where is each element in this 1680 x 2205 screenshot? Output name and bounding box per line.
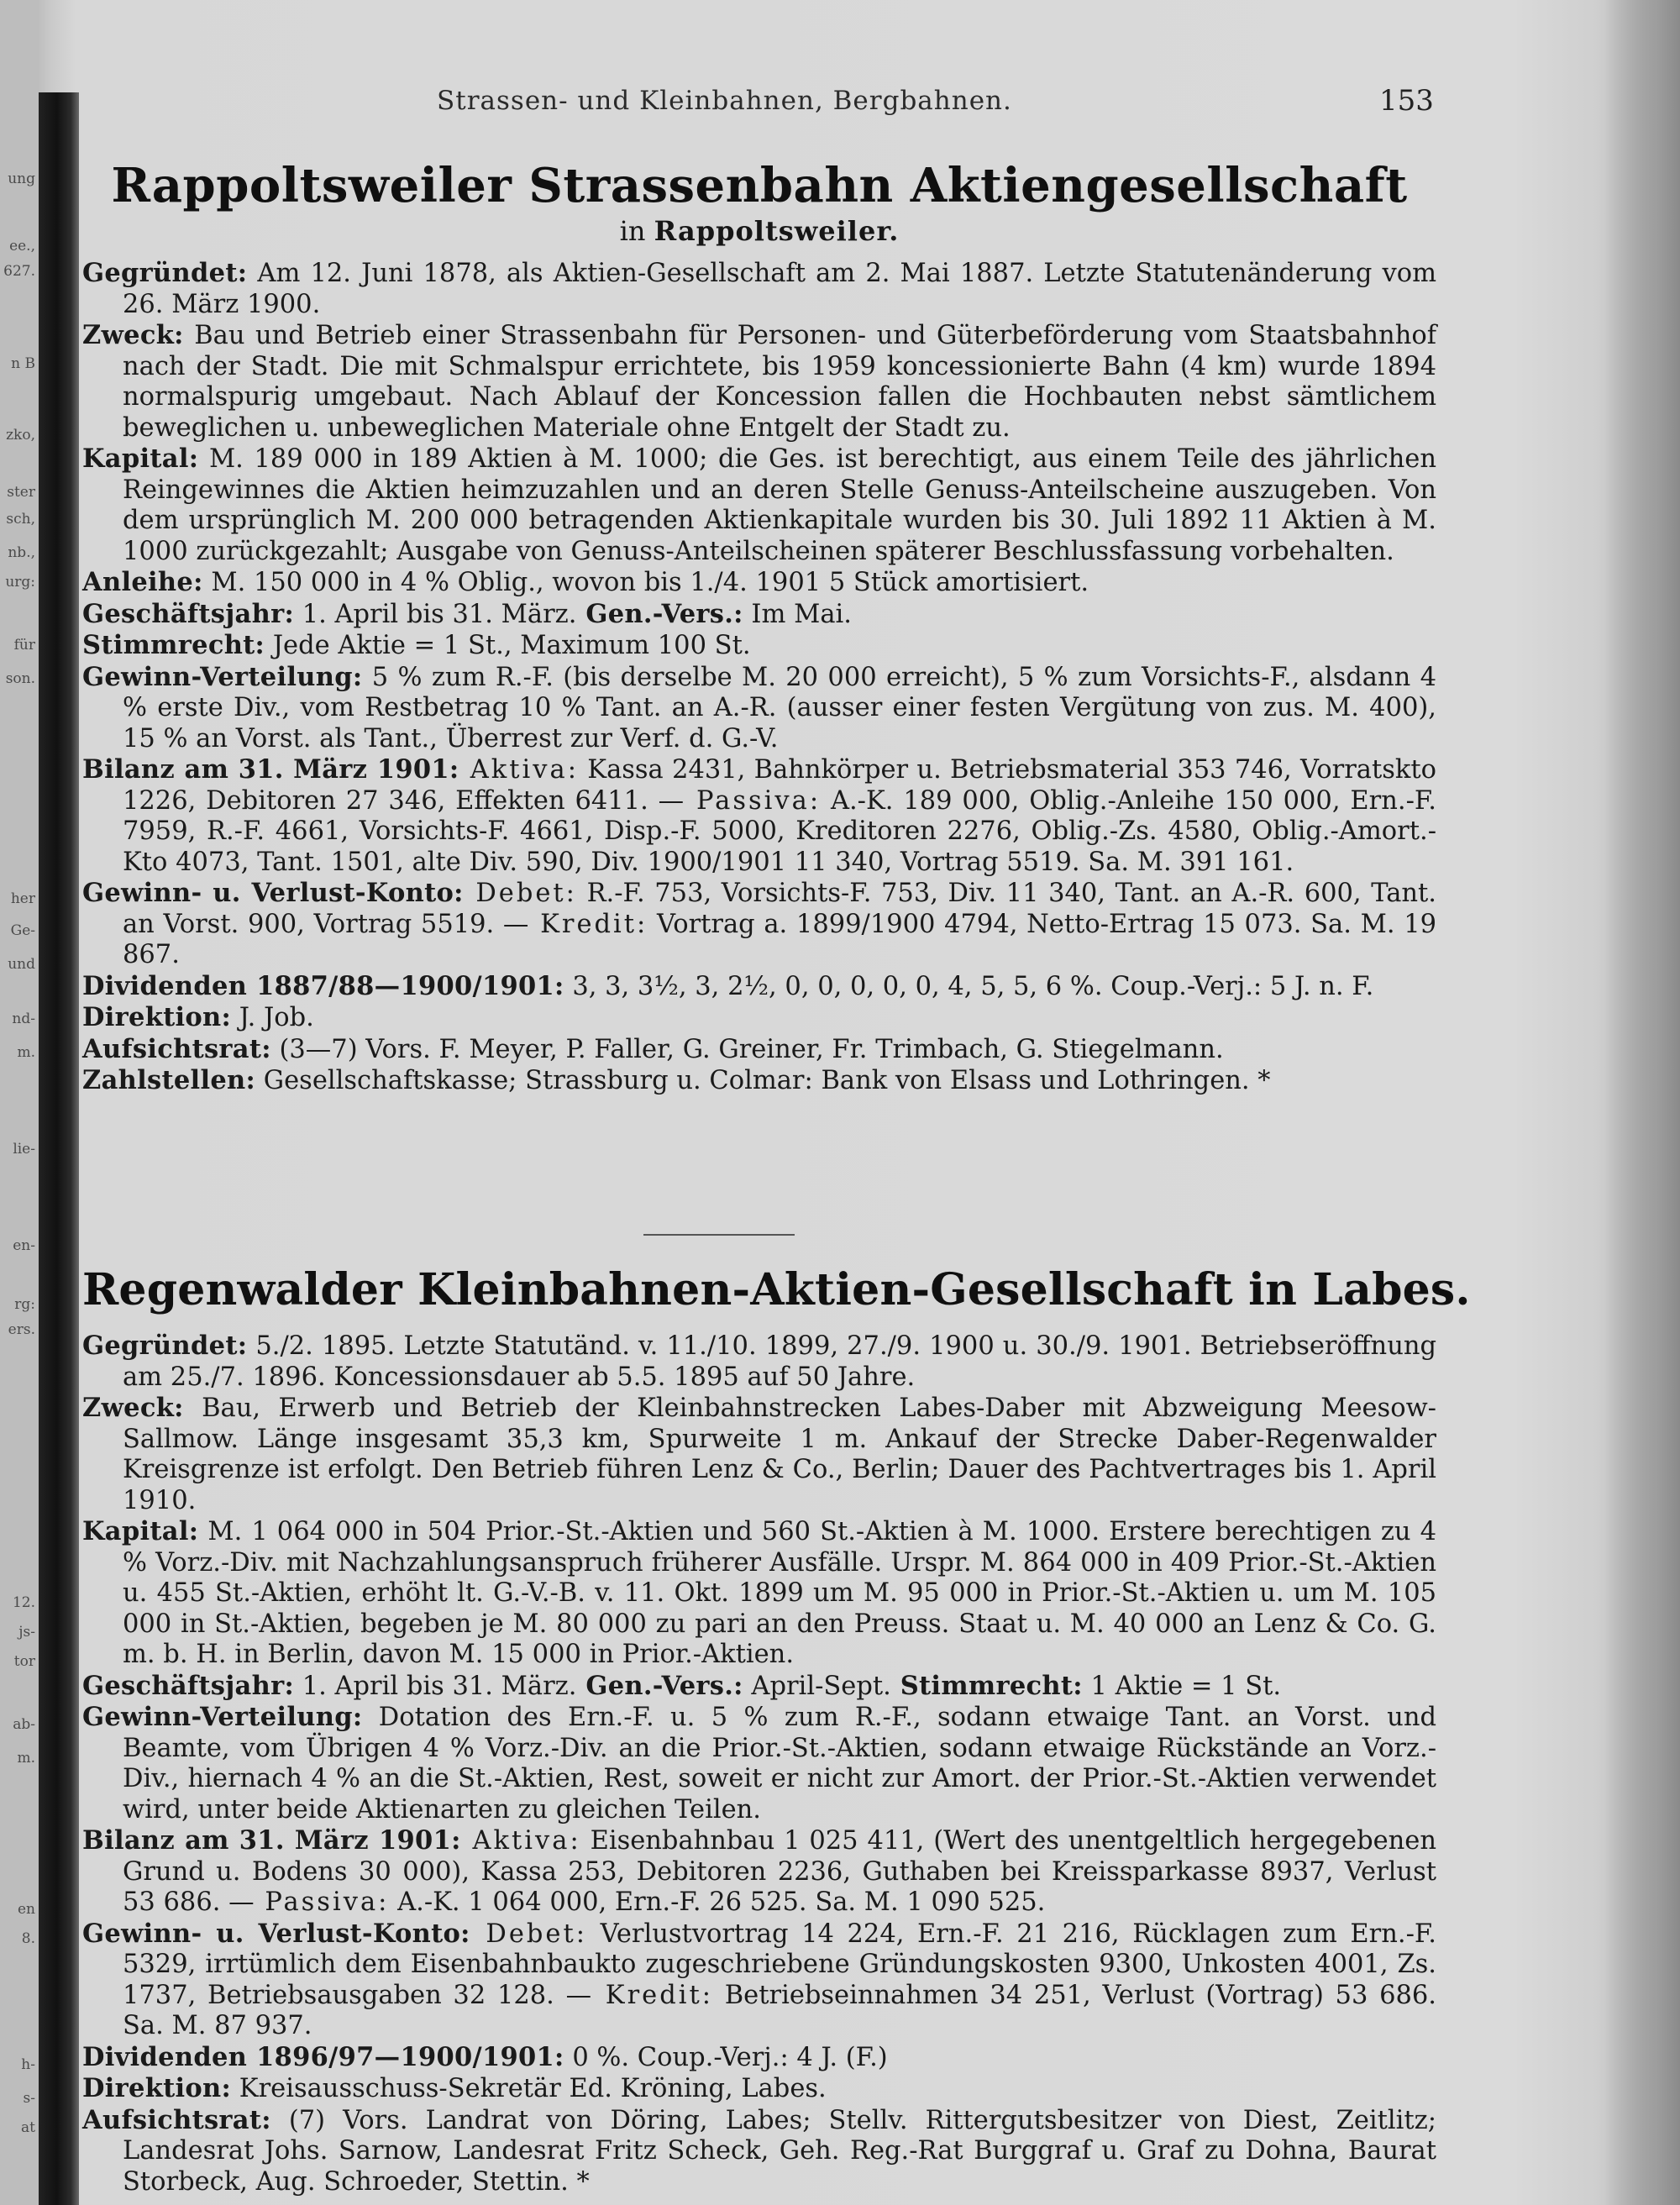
entry-gewinn-verlust-konto [82, 878, 1436, 971]
entry-text: Betriebseinnahmen 34 251, Verlust (Vortrag) 53 686. Sa. M. 87 937. [123, 1980, 1436, 2040]
margin-fragment: en [17, 1901, 35, 1918]
entry-text: Kreisausschuss-Sekretär Ed. Kröning, Labes. [231, 2074, 827, 2103]
entry-bilanz [82, 754, 1436, 878]
entry-text: A.-K. 1 064 000, Ern.-F. 26 525. Sa. M. 1 090 525. [389, 1887, 1046, 1917]
margin-fragment: ers. [8, 1321, 35, 1338]
margin-fragment: 627. [3, 263, 35, 280]
entry-aufsichtsrat [82, 1034, 1436, 1066]
entry-text: M. 189 000 in 189 Aktien à M. 1000; die Ges. ist berechtigt, aus einem Teile des jährlichen Reingewinnes die Aktien heimzuzahlen und an deren Stelle Genuss-Anteilscheine auszugeben. Von dem ursprünglich M. 200 000 betragenden Aktienkapitale wurden bis 30. Juli 1892 11 Aktien à M. 1000 zurückgezahlt; Ausgabe von Genuss-Anteilscheinen späterer Beschlussfassung vorbehalten. [123, 444, 1436, 566]
subtitle-prefix: in [619, 215, 646, 247]
entry-text: (7) Vors. Landrat von Döring, Labes; Stellv. Rittergutsbesitzer von Diest, Zeitlitz; Landesrat Johs. Sarnow, Landesrat Fritz Scheck, Geh. Reg.-Rat Burggraf u. Graf zu Dohna, Baurat Storbeck, Aug. Schroeder, Stettin. * [123, 2105, 1436, 2197]
entry-label: Direktion: [82, 1002, 232, 1032]
entry-text: Vortrag a. 1899/1900 4794, Netto-Ertrag 15 073. Sa. M. 19 867. [123, 909, 1436, 969]
entry-label: Aufsichtsrat: [82, 2104, 271, 2135]
entry-label: Gen.-Vers.: [576, 598, 743, 629]
margin-fragment: Ge- [10, 922, 35, 939]
entry-label: Stimmrecht: [82, 630, 265, 660]
entry-anleihe [82, 567, 1436, 599]
entry-label: Stimmrecht: [890, 1670, 1083, 1701]
margin-fragment: nb., [8, 544, 35, 561]
entry-text: 0 %. Coup.-Verj.: 4 J. (F.) [564, 2042, 888, 2072]
entry-gewinn-verlust-konto [82, 1919, 1436, 2042]
margin-fragment: s- [23, 2090, 35, 2107]
entry-text: (3—7) Vors. F. Meyer, P. Faller, G. Greiner, Fr. Trimbach, G. Stiegelmann. [270, 1034, 1224, 1064]
entry-label: Anleihe: [82, 567, 203, 597]
entry-gegruendet [82, 1331, 1436, 1393]
entry-label: Direktion: [82, 2073, 232, 2103]
entry-text: Bau und Betrieb einer Strassenbahn für Personen- und Güterbeförderung vom Staatsbahnhof nach der Stadt. Die mit Schmalspur errichtete, bis 1959 koncessionierte Bahn (4 km) wurde 1894 normalspurig umgebaut. Nach Ablauf der Koncession fallen die Hochbauten nebst sämtlichem beweglichen u. unbeweglichen Materiale ohne Entgelt der Stadt zu. [123, 321, 1436, 443]
entry-text: Bau, Erwerb und Betrieb der Kleinbahnstrecken Labes-Daber mit Abzweigung Meesow-Sallmow. Länge insgesamt 35,3 km, Spurweite 1 m. Ankauf der Strecke Daber-Regenwalder Kreisgrenze ist erfolgt. Den Betrieb führen Lenz & Co., Berlin; Dauer des Pachtvertrages bis 1. April 1910. [123, 1394, 1436, 1515]
company-1-entries [82, 258, 1436, 1097]
entry-zweck [82, 1393, 1436, 1516]
entry-aufsichtsrat [82, 2105, 1436, 2198]
margin-fragment: lie- [13, 1141, 35, 1158]
margin-fragment: h- [21, 2056, 35, 2073]
entry-bilanz [82, 1825, 1436, 1919]
entry-direktion [82, 2073, 1436, 2105]
entry-text: 5./2. 1895. Letzte Statutänd. v. 11./10. 1899, 27./9. 1900 u. 30./9. 1901. Betriebseröffnung am 25./7. 1896. Koncessionsdauer ab 5.5. 1895 auf 50 Jahre. [123, 1331, 1436, 1392]
margin-fragment: m. [17, 1750, 35, 1767]
previous-page-margin [0, 0, 39, 2205]
entry-gegruendet [82, 258, 1436, 320]
entry-label: Dividenden 1887/88—1900/1901: [82, 970, 564, 1001]
entry-label: Aufsichtsrat: [82, 1033, 271, 1064]
entry-label: Bilanz am 31. März 1901: [82, 1825, 461, 1856]
entry-text: M. 150 000 in 4 % Oblig., wovon bis 1./4. 1901 5 Stück amortisiert. [202, 568, 1089, 597]
margin-fragment: 12. [12, 1594, 35, 1611]
margin-fragment: für [13, 637, 35, 654]
entry-text: Dotation des Ern.-F. u. 5 % zum R.-F., sodann etwaige Tant. an Vorst. und Beamte, vom Übrigen 4 % Vorz.-Div. an die Prior.-St.-Aktien, sodann etwaige Rückstände an Vorz.-Div., hiernach 4 % an die St.-Aktien, Rest, soweit er nicht zur Amort. der Prior.-St.-Aktien verwendet wird, unter beide Aktienarten zu gleichen Teilen. [123, 1703, 1436, 1824]
entry-label-passiva: Passiva: [254, 1887, 390, 1917]
entry-text: Jede Aktie = 1 St., Maximum 100 St. [265, 631, 751, 660]
company-2-entries [82, 1331, 1436, 2197]
entry-text: Eisenbahnbau 1 025 411, (Wert des unentgeltlich hergegebenen Grund u. Bodens 30 000), Kassa 253, Debitoren 2236, Guthaben bei Kreissparkasse 8937, Verlust 53 686. — [123, 1826, 1437, 1917]
entry-text: Am 12. Juni 1878, als Aktien-Gesellschaft am 2. Mai 1887. Letzte Statutenänderung vom 26. März 1900. [123, 259, 1436, 319]
entry-text: Gesellschaftskasse; Strassburg u. Colmar: Bank von Elsass und Lothringen. * [255, 1066, 1271, 1095]
entry-text: 1. April bis 31. März. [294, 599, 577, 629]
page-edge-shadow [1604, 0, 1680, 2205]
margin-fragment: zko, [6, 427, 35, 444]
margin-fragment: urg: [5, 574, 35, 591]
entry-text: 1. April bis 31. März. [294, 1671, 577, 1701]
entry-geschaeftsjahr [82, 1671, 1436, 1703]
company-2-title: Regenwalder Kleinbahnen-Aktien-Gesellschaft in Labes. [82, 1264, 1471, 1315]
entry-text: Im Mai. [743, 599, 852, 629]
entry-label-debet: Debet: [463, 879, 577, 908]
entry-label-passiva: Passiva: [684, 785, 822, 816]
margin-fragment: at [21, 2119, 35, 2136]
entry-text: R.-F. 753, Vorsichts-F. 753, Div. 11 340, Tant. an A.-R. 600, Tant. an Vorst. 900, Vortrag 5519. — [123, 879, 1436, 939]
entry-stimmrecht [82, 630, 1436, 662]
entry-label: Kapital: [82, 1516, 199, 1546]
entry-label: Zweck: [82, 320, 184, 350]
entry-gewinn-verteilung [82, 662, 1436, 755]
margin-fragment: rg: [14, 1296, 35, 1313]
entry-label: Gewinn-Verteilung: [82, 661, 363, 692]
margin-fragment: en- [13, 1237, 35, 1254]
entry-geschaeftsjahr [82, 599, 1436, 631]
entry-label: Geschäftsjahr: [82, 598, 295, 629]
page-number: 153 [1379, 84, 1434, 118]
entry-label: Gewinn- u. Verlust-Konto: [82, 878, 464, 908]
margin-fragment: tor [13, 1653, 35, 1670]
entry-label-aktiva: Aktiva: [459, 755, 579, 785]
margin-fragment: m. [17, 1044, 35, 1061]
entry-zweck [82, 320, 1436, 444]
margin-fragment: ster [7, 484, 35, 501]
entry-text: Kassa 2431, Bahnkörper u. Betriebsmaterial 353 746, Vorratskto 1226, Debitoren 27 346, Effekten 6411. — [123, 755, 1436, 816]
margin-fragment: son. [5, 670, 35, 687]
margin-fragment: nd- [12, 1011, 35, 1027]
entry-gewinn-verteilung [82, 1702, 1436, 1825]
entry-text: A.-K. 189 000, Oblig.-Anleihe 150 000, Ern.-F. 7959, R.-F. 4661, Vorsichts-F. 4661, Disp.-F. 5000, Kreditoren 2276, Oblig.-Zs. 4580, Oblig.-Amort.-Kto 4073, Tant. 1501, alte Div. 590, Div. 1900/1901 11 340, Vortrag 5519. Sa. M. 391 161. [123, 785, 1436, 877]
company-1-subtitle [81, 215, 1438, 247]
entry-text: April-Sept. [743, 1671, 891, 1701]
entry-label: Geschäftsjahr: [82, 1670, 295, 1701]
entry-label-kredit: Kredit: [591, 1980, 714, 2010]
margin-fragment: ab- [13, 1716, 35, 1733]
entry-text: Verlustvortrag 14 224, Ern.-F. 21 216, Rücklagen zum Ern.-F. 5329, irrtümlich dem Eisenbahnbaukto zugeschriebene Gründungskosten 9300, Unkosten 4001, Zs. 1737, Betriebsausgaben 32 128. — [123, 1919, 1436, 2010]
entry-text: J. Job. [231, 1003, 314, 1032]
entry-kapital [82, 444, 1436, 567]
entry-dividenden [82, 971, 1436, 1003]
entry-text: M. 1 064 000 in 504 Prior.-St.-Aktien und 560 St.-Aktien à M. 1000. Erstere berechtigen zu 4 % Vorz.-Div. mit Nachzahlungsanspruch früherer Ausfälle. Urspr. M. 864 000 in 409 Prior.-St.-Aktien u. 455 St.-Aktien, erhöht lt. G.-V.-B. v. 11. Okt. 1899 um M. 95 000 in Prior.-St.-Aktien u. um M. 105 000 in St.-Aktien, begeben je M. 80 000 zu pari an den Preuss. Staat u. M. 40 000 an Lenz & Co. G. m. b. H. in Berlin, davon M. 15 000 in Prior.-Aktien. [123, 1517, 1436, 1669]
entry-text: 3, 3, 3½, 3, 2½, 0, 0, 0, 0, 0, 4, 5, 5, 6 %. Coup.-Verj.: 5 J. n. F. [564, 971, 1374, 1001]
entry-direktion [82, 1002, 1436, 1034]
entry-text: 5 % zum R.-F. (bis derselbe M. 20 000 erreicht), 5 % zum Vorsichts-F., alsdann 4 % erste Div., vom Restbetrag 10 % Tant. an A.-R. (ausser einer festen Vergütung von zus. M. 400), 15 % an Vorst. als Tant., Überrest zur Verf. d. G.-V. [123, 662, 1436, 753]
entry-zahlstellen [82, 1065, 1436, 1097]
company-1-title: Rappoltsweiler Strassenbahn Aktiengesellschaft [111, 158, 1408, 213]
running-head: Strassen- und Kleinbahnen, Bergbahnen. [437, 86, 1012, 116]
book-gutter-shadow [39, 92, 79, 2205]
margin-fragment: ee., [9, 238, 35, 255]
margin-fragment: js- [18, 1624, 35, 1641]
entry-label: Gegründet: [82, 1331, 248, 1361]
margin-fragment: und [8, 956, 35, 973]
entry-label: Gen.-Vers.: [576, 1670, 743, 1701]
section-separator [643, 1234, 795, 1236]
entry-label: Zweck: [82, 1393, 184, 1423]
entry-label: Gewinn- u. Verlust-Konto: [82, 1918, 470, 1949]
entry-dividenden [82, 2042, 1436, 2074]
entry-label: Bilanz am 31. März 1901: [82, 754, 459, 785]
entry-label: Gegründet: [82, 258, 248, 288]
entry-label-aktiva: Aktiva: [460, 1826, 581, 1856]
entry-text: 1 Aktie = 1 St. [1082, 1671, 1282, 1701]
margin-fragment: her [10, 890, 35, 907]
margin-fragment: n B [11, 355, 35, 372]
entry-kapital [82, 1516, 1436, 1671]
entry-label-kredit: Kredit: [528, 909, 648, 939]
entry-label: Kapital: [82, 444, 199, 474]
margin-fragment: sch, [6, 511, 35, 528]
margin-fragment: 8. [21, 1930, 35, 1947]
subtitle-place: Rappoltsweiler. [654, 215, 900, 247]
margin-fragment: ung [8, 171, 35, 187]
entry-label-debet: Debet: [470, 1919, 587, 1949]
entry-label: Gewinn-Verteilung: [82, 1702, 363, 1732]
entry-label: Dividenden 1896/97—1900/1901: [82, 2041, 564, 2072]
entry-label: Zahlstellen: [82, 1065, 256, 1095]
